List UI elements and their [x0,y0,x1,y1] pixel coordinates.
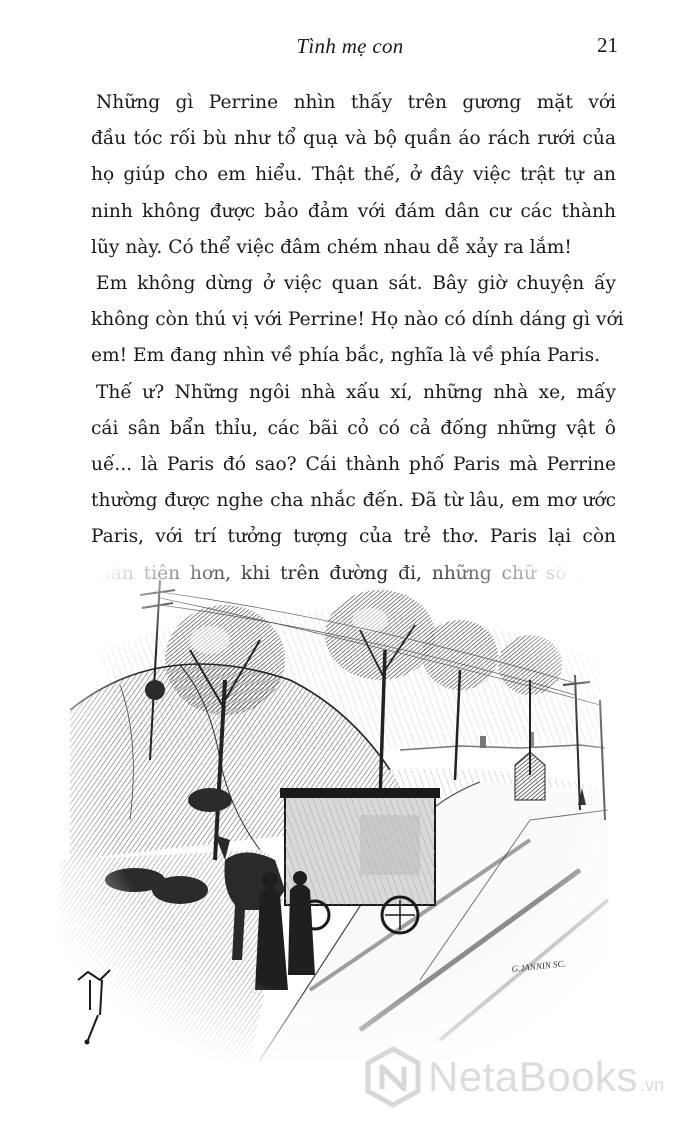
engraver-signature: G.JANNIN SC. [511,958,567,974]
watermark [362,1045,692,1109]
text-line: Những gì Perrine nhìn thấy trên gương mặt với [96,92,616,113]
paragraph [86,266,624,375]
netabooks-logo-icon [362,1046,424,1108]
text-line: thường được nghe cha nhắc đến. Đã từ lâu, em mơ ước [91,490,616,512]
text-line: em! Em đang nhìn về phía bắc, nghĩa là về phía Paris. [91,345,601,367]
text-line: lũy này. Có thể việc đâm chém nhau dễ xảy ra lắm! [91,236,572,258]
engraving-illustration [60,560,620,1060]
page-number: 21 [597,33,618,57]
text-line: Paris, với trí tưởng tượng của trẻ thơ. Paris lại còn [91,526,616,548]
running-title: Tình mẹ con [296,34,404,58]
text-line: không còn thú vị với Perrine! Họ nào có dính dáng gì với [91,309,624,331]
watermark-brand: NetaBooks [428,1053,638,1100]
text-line: cái sân bẩn thỉu, các bãi cỏ có cả đống những vật ô [91,417,616,439]
text-line: họ giúp cho em hiểu. Thật thế, ở đây việc trật tự an [91,164,616,186]
text-line: đầu tóc rối bù như tổ quạ và bộ quần áo rách rưới của [91,128,616,150]
text-line: ninh không được bảo đảm với đám dân cư các thành [91,200,616,222]
text-line: Thế ư? Những ngôi nhà xấu xí, những nhà xe, mấy [96,381,616,403]
paragraph [86,85,616,266]
watermark-suffix: .vn [639,1074,664,1095]
text-line: Em không dừng ở việc quan sát. Bây giờ chuyện ấy [96,273,616,295]
text-line: uế... là Paris đó sao? Cái thành phố Paris mà Perrine [91,454,616,476]
body-text [86,85,624,592]
